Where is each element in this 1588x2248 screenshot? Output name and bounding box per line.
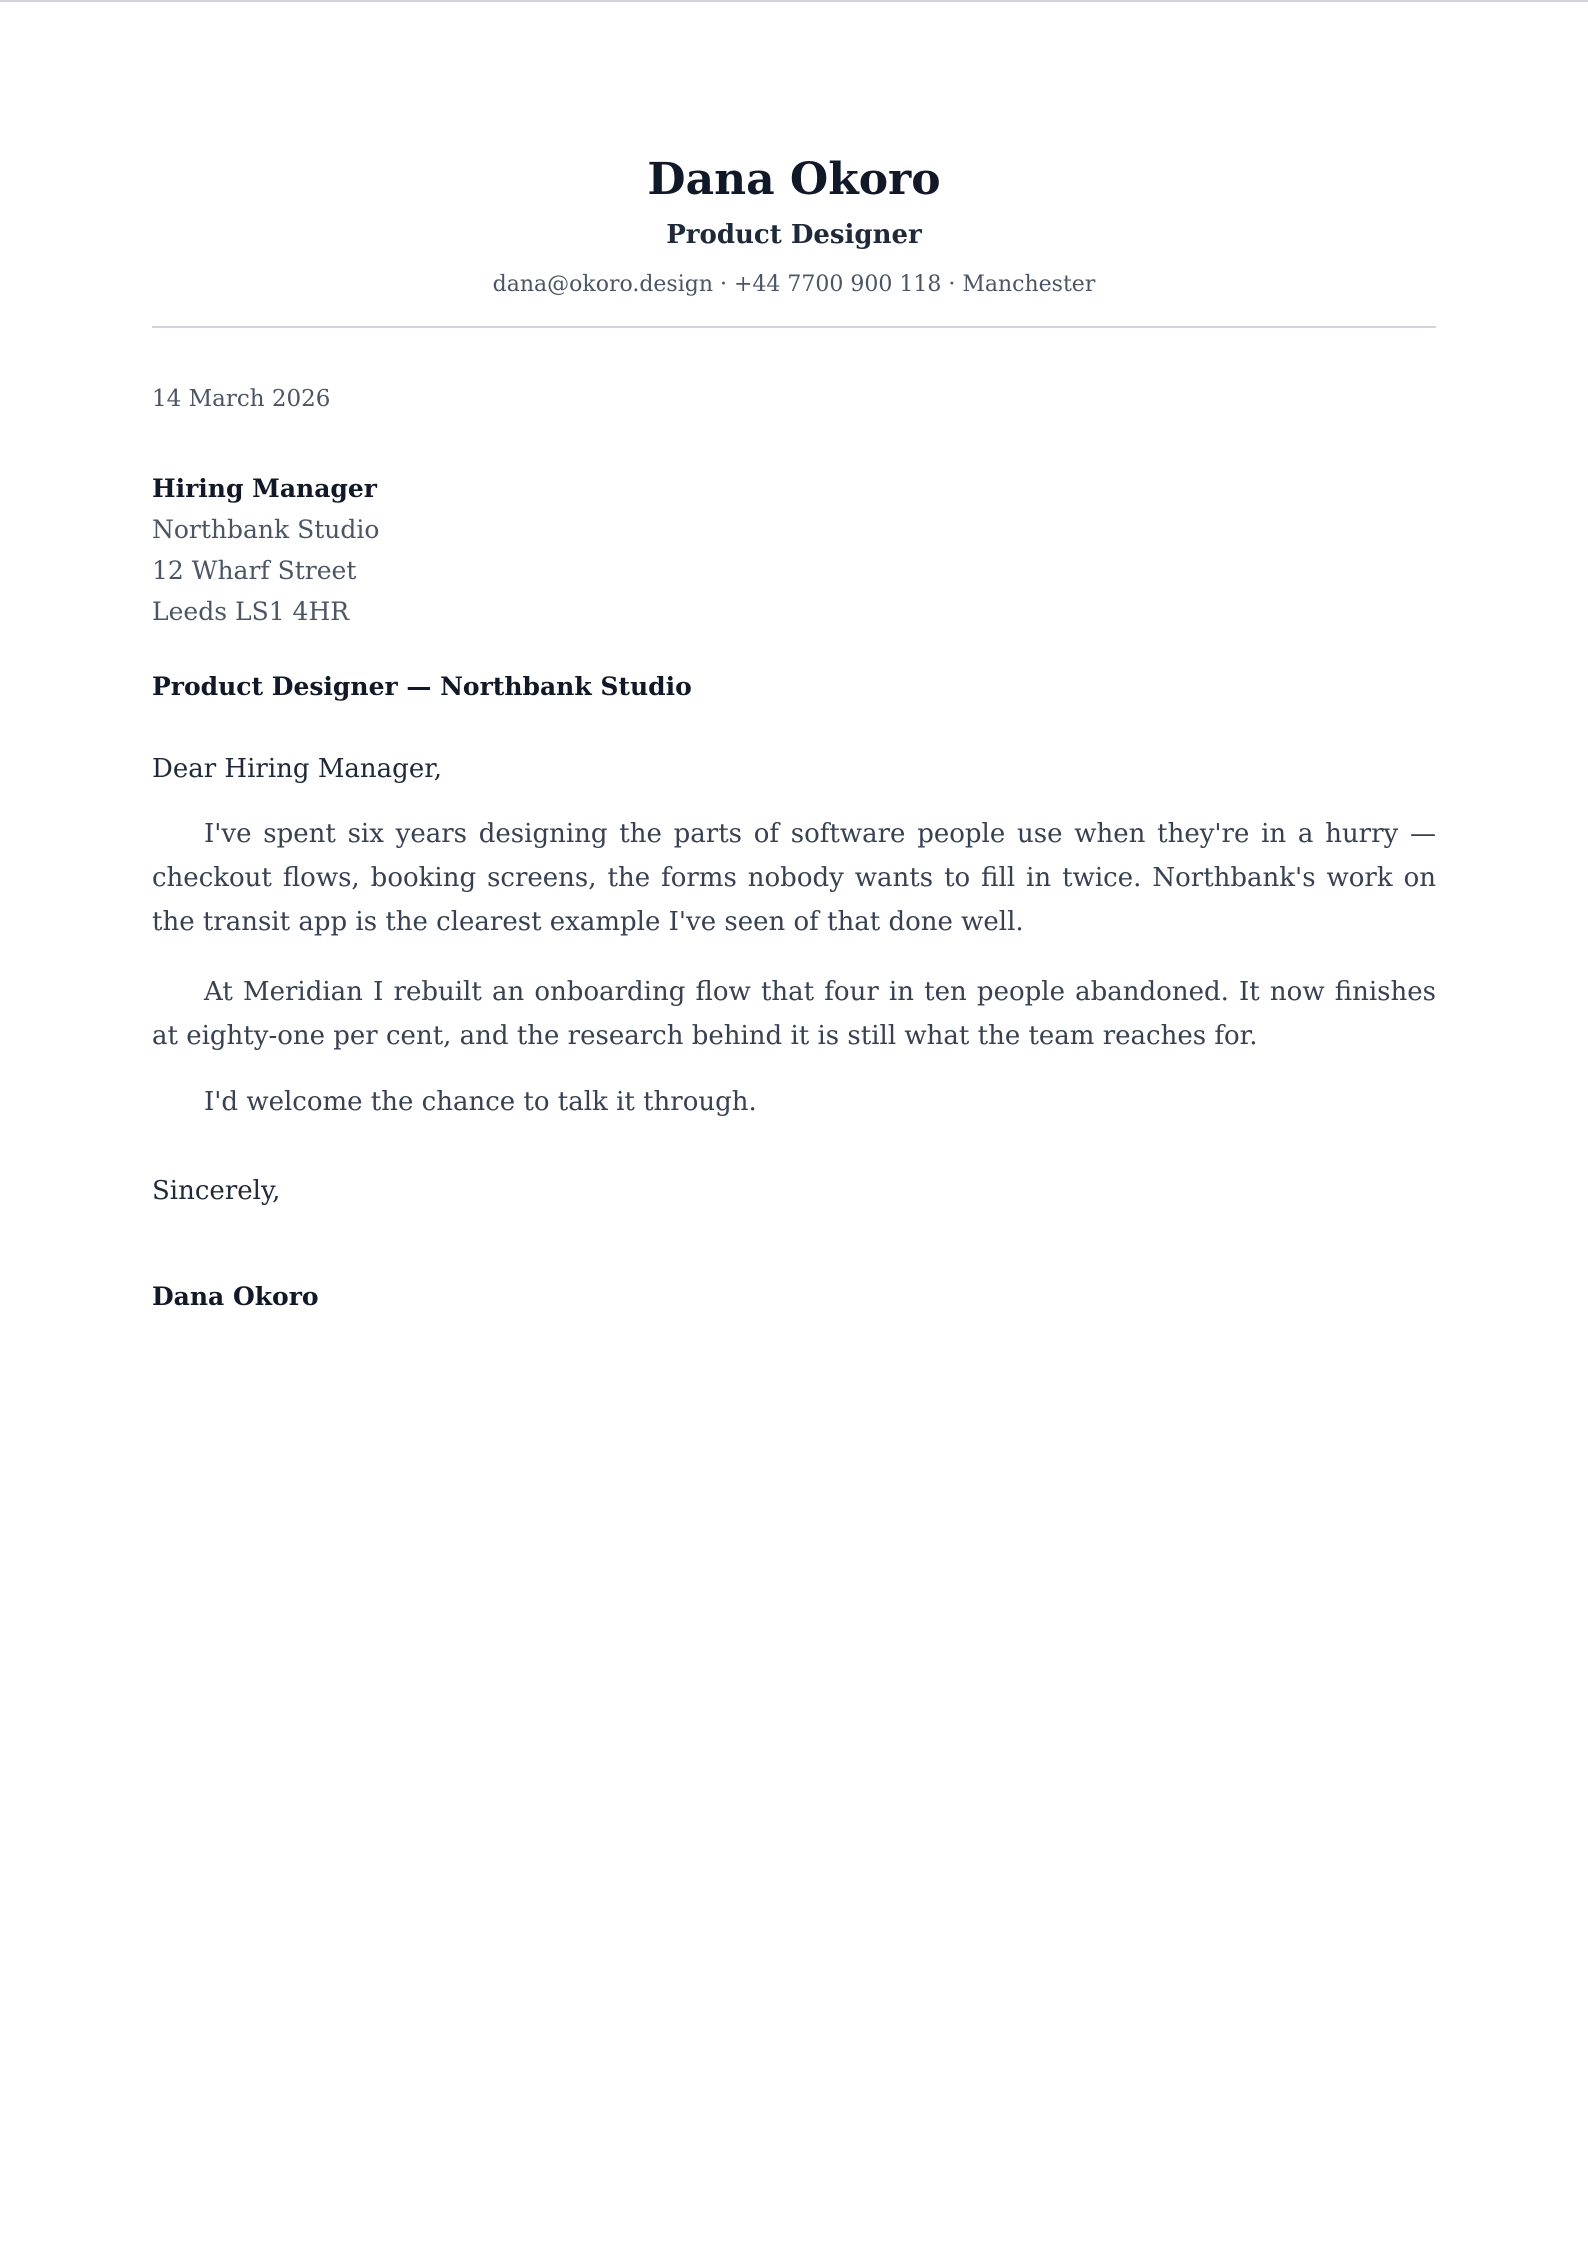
- body-paragraph-2: At Meridian I rebuilt an onboarding flow that four in ten people abandoned. It now finishes at eighty-one per cent, and the research behind it is still what the team reaches for.: [152, 977, 1436, 1051]
- sender-role: Product Designer: [666, 220, 922, 250]
- signature: Dana Okoro: [152, 1282, 319, 1311]
- letter-page: [152, 0, 1436, 1314]
- body-paragraph-3: I'd welcome the chance to talk it through.: [204, 1087, 757, 1117]
- header-divider: [152, 326, 1436, 328]
- recipient-street: 12 Wharf Street: [152, 556, 357, 585]
- letter-header: [152, 0, 1436, 300]
- sender-contact: dana@okoro.design · +44 7700 900 118 · Manchester: [492, 272, 1096, 297]
- body-paragraph-1: I've spent six years designing the parts of software people use when they're in a hurry — checkout flows, booking screens, the forms nobody wants to fill in twice. Northbank's work on the transit app is the clearest example I've seen of that done well.: [152, 819, 1436, 937]
- letter-date: 14 March 2026: [152, 386, 331, 412]
- recipient-title: Hiring Manager: [152, 474, 377, 503]
- recipient-address: [152, 468, 1436, 632]
- letter-subject: Product Designer — Northbank Studio: [152, 672, 692, 701]
- recipient-city: Leeds LS1 4HR: [152, 597, 350, 626]
- closing: Sincerely,: [152, 1176, 281, 1206]
- salutation: Dear Hiring Manager,: [152, 754, 443, 784]
- sender-name: Dana Okoro: [647, 154, 941, 205]
- recipient-company: Northbank Studio: [152, 515, 380, 544]
